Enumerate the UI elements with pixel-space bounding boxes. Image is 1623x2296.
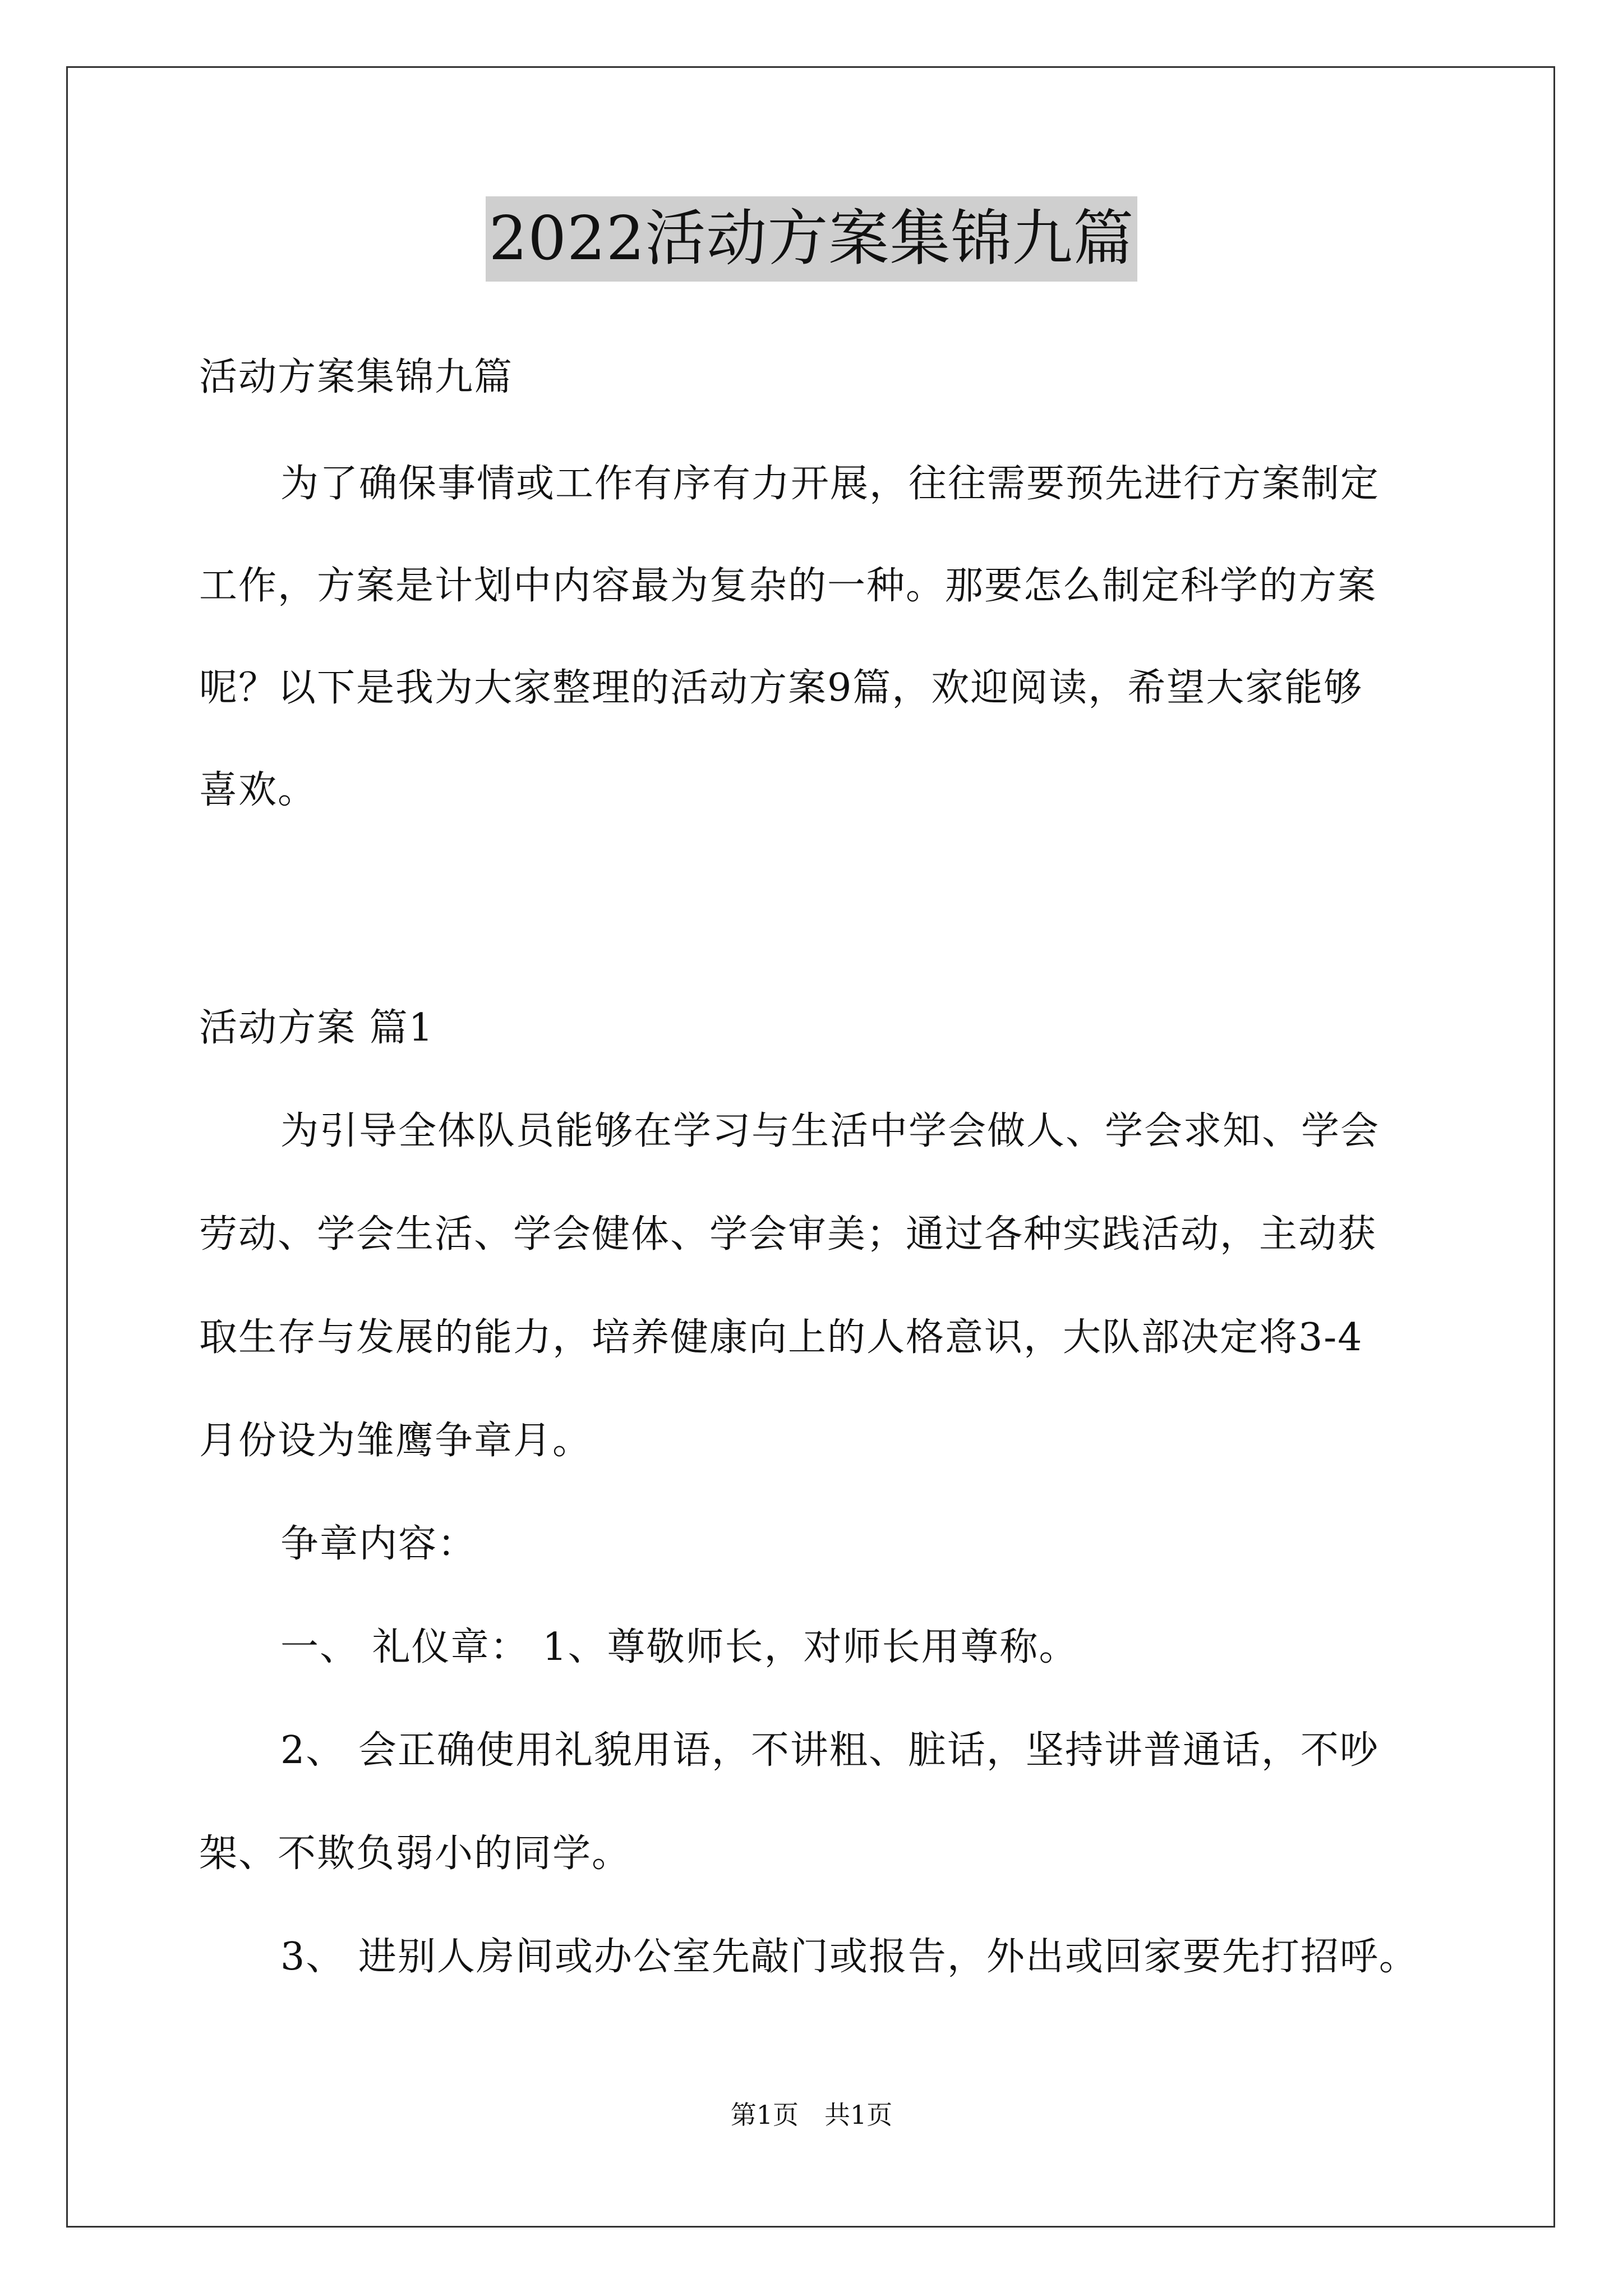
- body-line: 月份设为雏鹰争章月。: [199, 1419, 592, 1463]
- body-line: 一、 礼仪章： 1、尊敬师长，对师长用尊称。: [280, 1625, 1078, 1669]
- title-container: [0, 196, 1623, 282]
- document-subtitle: 活动方案集锦九篇: [199, 355, 514, 399]
- page-footer: 第1页 共1页: [730, 2100, 893, 2130]
- body-line: 2、 会正确使用礼貌用语，不讲粗、脏话，坚持讲普通话，不吵: [280, 1728, 1379, 1773]
- document-title: 2022活动方案集锦九篇: [486, 196, 1138, 282]
- body-line: 架、不欺负弱小的同学。: [199, 1832, 631, 1876]
- section-heading: 活动方案 篇1: [199, 1006, 434, 1050]
- intro-line: 喜欢。: [199, 768, 317, 812]
- intro-line: 呢？以下是我为大家整理的活动方案9篇，欢迎阅读，希望大家能够: [199, 666, 1363, 710]
- body-line: 为引导全体队员能够在学习与生活中学会做人、学会求知、学会: [280, 1109, 1380, 1153]
- body-line: 3、 进别人房间或办公室先敲门或报告，外出或回家要先打招呼。: [280, 1935, 1418, 1979]
- intro-line: 工作，方案是计划中内容最为复杂的一种。那要怎么制定科学的方案: [199, 564, 1377, 608]
- body-line: 争章内容：: [280, 1522, 477, 1566]
- body-line: 劳动、学会生活、学会健体、学会审美；通过各种实践活动，主动获: [199, 1212, 1377, 1257]
- body-line: 取生存与发展的能力，培养健康向上的人格意识，大队部决定将3-4: [199, 1315, 1363, 1360]
- intro-line: 为了确保事情或工作有序有力开展，往往需要预先进行方案制定: [280, 462, 1380, 506]
